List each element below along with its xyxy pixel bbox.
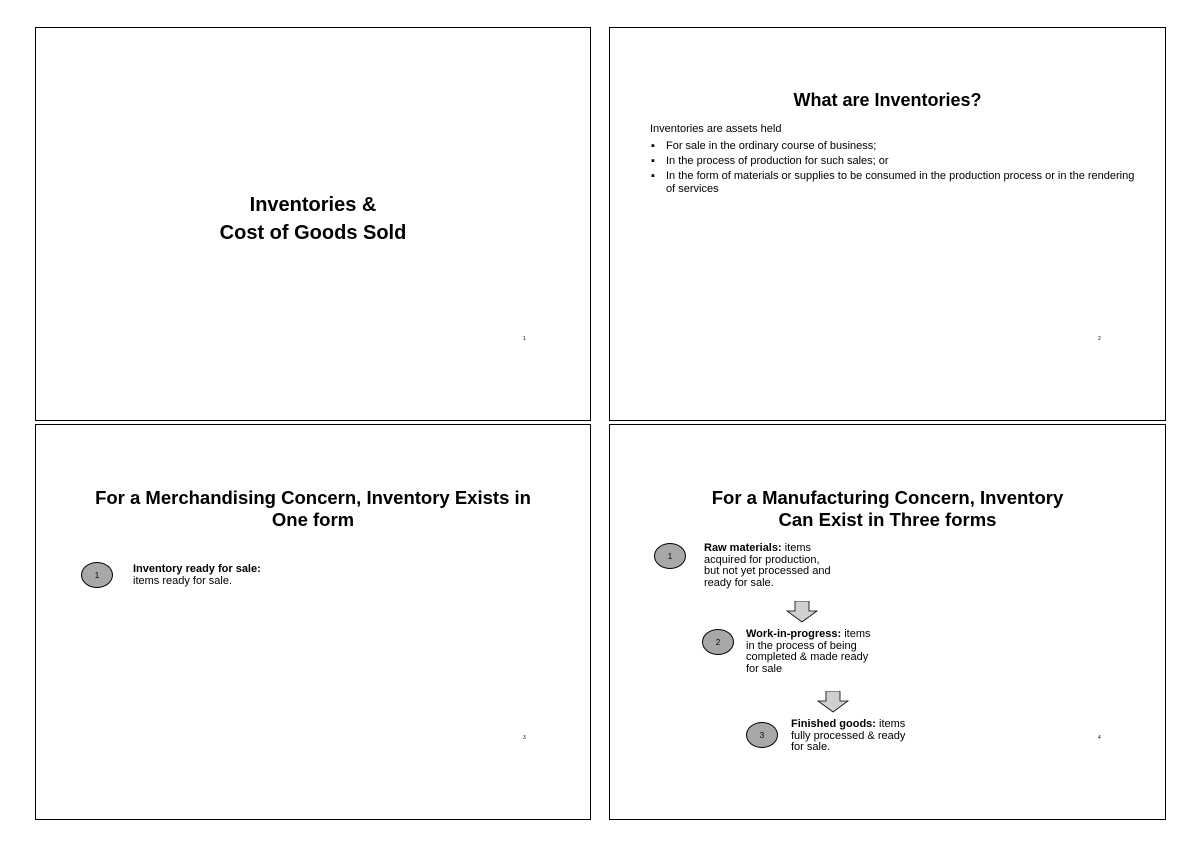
slide-2-title: What are Inventories? (793, 90, 982, 110)
slide-3-title-line: For a Merchandising Concern, Inventory Exists in (95, 487, 531, 508)
slide-1-title (36, 191, 590, 247)
step-3-label: Finished goods: (791, 718, 876, 730)
down-arrow-icon (786, 601, 818, 623)
step-3-line: for sale. (791, 741, 831, 753)
slide-4 (609, 424, 1166, 820)
step-2-text (746, 629, 870, 675)
step-1-line: acquired for production, (704, 553, 820, 566)
step-1-line: items ready for sale. (133, 574, 233, 587)
step-2-badge: 2 (702, 629, 734, 655)
step-1-badge: 1 (654, 543, 686, 569)
step-3-first-line: items (875, 718, 906, 730)
page-number: 2 (1098, 336, 1101, 342)
intro-text: Inventories are assets held (650, 123, 782, 135)
step-2-label: Work-in-progress: (746, 628, 842, 640)
page-number: 4 (1098, 735, 1101, 741)
slide-1-title-line: Inventories & (249, 194, 377, 216)
slide-1 (35, 27, 591, 421)
page-number: 3 (523, 735, 526, 741)
down-arrow-icon (817, 691, 849, 713)
page-number: 1 (523, 336, 526, 342)
step-1-label: Inventory ready for sale: (133, 563, 261, 575)
slide-3-title-line: One form (271, 509, 355, 530)
bullet-icon: ▪ (651, 170, 655, 182)
slide-4-title-line: For a Manufacturing Concern, Inventory (711, 487, 1064, 508)
list-item (650, 140, 1140, 153)
list-item (650, 155, 1140, 168)
step-3-text (791, 719, 905, 754)
step-1-label: Raw materials: (704, 542, 782, 554)
step-1-text (133, 564, 261, 587)
step-2-line: in the process of being (746, 639, 857, 652)
list-item (650, 170, 1140, 196)
slide-2-body (650, 123, 1140, 198)
bullet-icon: ▪ (651, 155, 655, 167)
bullet-text: In the form of materials or supplies to be consumed in the production process or in the rendering of services (666, 170, 1135, 195)
slide-4-title (610, 487, 1165, 531)
slide-2 (609, 27, 1166, 421)
slide-3-title (36, 487, 590, 531)
slide-4-title-line: Can Exist in Three forms (778, 509, 997, 530)
step-1-first-line: items (781, 542, 811, 554)
slide-3 (35, 424, 591, 820)
bullet-list (650, 140, 1140, 196)
step-1-text (704, 543, 831, 589)
step-3-line: fully processed & ready (791, 729, 906, 742)
step-2-line: for sale (746, 662, 783, 675)
step-3-badge: 3 (746, 722, 778, 748)
bullet-text: In the process of production for such sales; or (666, 155, 889, 167)
step-1-badge: 1 (81, 562, 113, 588)
step-1-line: but not yet processed and (704, 565, 831, 577)
bullet-icon: ▪ (651, 140, 655, 152)
slide-1-title-line: Cost of Goods Sold (219, 222, 407, 244)
bullet-text: For sale in the ordinary course of business; (666, 140, 877, 152)
step-2-first-line: items (841, 628, 871, 640)
step-1-line: ready for sale. (704, 576, 774, 589)
step-2-line: completed & made ready (746, 651, 869, 663)
